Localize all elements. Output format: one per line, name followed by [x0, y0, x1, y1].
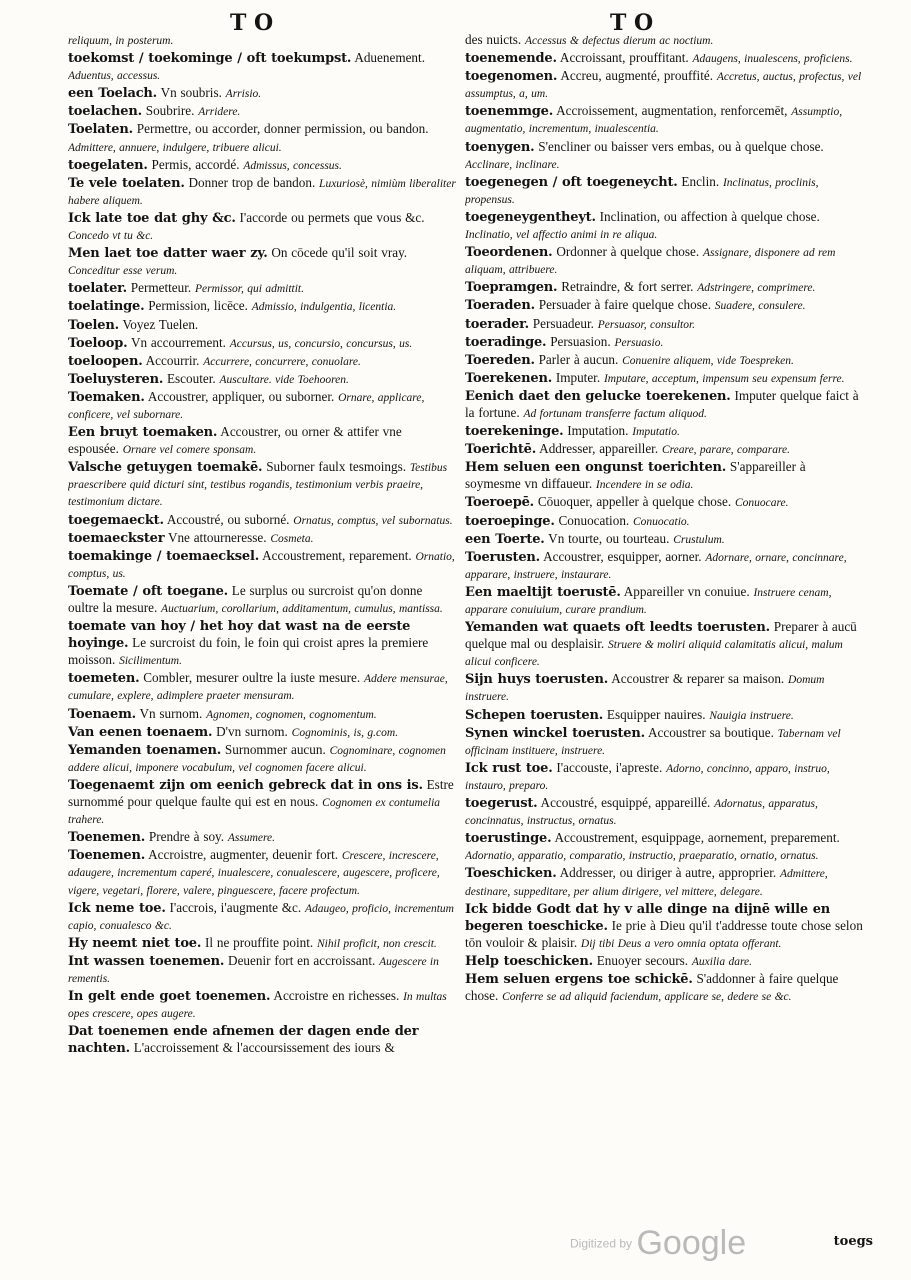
entry-latin-gloss: Inclinatio, vel affectio animi in re aliqua.	[465, 229, 658, 242]
entry-latin-gloss: Ornare, applicare, conficere, vel subornare.	[68, 391, 425, 421]
entry-french-gloss: Prendre à soy.	[148, 829, 225, 845]
entry-headword: toemaeckster	[68, 530, 165, 546]
dictionary-entry	[68, 121, 456, 155]
entry-latin-gloss: Accretus, auctus, profectus, vel assumptus, a, um.	[465, 71, 862, 101]
dictionary-entry	[465, 209, 865, 243]
dictionary-entry	[68, 50, 456, 84]
dictionary-entry	[465, 370, 865, 387]
entry-french-gloss: Accroistre en richesses.	[273, 988, 400, 1004]
entry-latin-gloss: Auctuarium, corollarium, additamentum, cumulus, mantissa.	[161, 603, 443, 615]
dictionary-entry	[68, 157, 456, 174]
watermark-brand-logo: Google	[636, 1224, 747, 1262]
dictionary-entry	[465, 795, 865, 829]
entry-french-gloss: Vn tourte, ou tourteau.	[548, 530, 670, 546]
entry-latin-gloss: Ad fortunam transferre factum aliquod.	[523, 407, 707, 420]
dictionary-entry	[68, 953, 456, 987]
entry-latin-gloss: Permissor, qui admittit.	[195, 283, 304, 296]
dictionary-entry	[68, 847, 456, 898]
dictionary-entry	[68, 371, 456, 388]
entry-latin-gloss: Suadere, consulere.	[714, 300, 806, 313]
entry-headword: Toelen.	[68, 317, 119, 333]
entry-french-gloss: Combler, mesurer oultre la iuste mesure.	[143, 670, 361, 686]
entry-latin-gloss: Accurrere, concurrere, conuolare.	[203, 355, 361, 368]
dictionary-entry	[68, 829, 456, 846]
entry-latin-gloss: Nihil proficit, non crescit.	[317, 937, 437, 950]
dictionary-entry	[465, 531, 865, 548]
entry-latin-gloss: Creare, parare, comparare.	[661, 444, 790, 457]
entry-headword: toegenegen / oft toegeneycht.	[465, 174, 678, 190]
entry-headword: Ick late toe dat ghy &c.	[68, 210, 236, 226]
dictionary-entry	[68, 512, 456, 529]
dictionary-entry	[465, 139, 865, 173]
entry-headword: Een maeltijt toerustē.	[465, 584, 621, 600]
dictionary-entry	[68, 777, 456, 828]
entry-headword: Int wassen toenemen.	[68, 953, 225, 969]
dictionary-entry	[68, 210, 456, 244]
dictionary-entry	[465, 953, 865, 970]
entry-french-gloss: des nuicts.	[465, 32, 522, 47]
entry-headword: toenemmge.	[465, 104, 554, 120]
entry-headword: Hem seluen een ongunst toerichten.	[465, 460, 727, 476]
dictionary-entry	[68, 670, 456, 704]
entry-latin-gloss: Sicilimentum.	[119, 655, 182, 668]
entry-latin-gloss: Acclinare, inclinare.	[465, 158, 560, 171]
entry-headword: toerader.	[465, 316, 529, 332]
entry-latin-gloss: Conuocatio.	[633, 515, 690, 528]
dictionary-entry	[465, 103, 865, 137]
entry-latin-gloss: Concedo vt tu &c.	[68, 230, 154, 243]
entry-headword: Toeloop.	[68, 335, 128, 351]
dictionary-entry	[465, 971, 865, 1005]
entry-french-gloss: Addresser, appareiller.	[539, 441, 659, 457]
entry-latin-gloss: Adaugens, inualescens, proficiens.	[692, 53, 853, 66]
dictionary-entry	[465, 584, 865, 618]
dictionary-entry	[465, 334, 865, 351]
entry-latin-gloss: Adstringere, comprimere.	[697, 282, 816, 295]
entry-latin-gloss: Cognominare, cognomen addere alicui, imponere vocabulum, vel cognomen facere alicui.	[68, 744, 446, 774]
entry-headword: toeloopen.	[68, 353, 143, 369]
dictionary-entry	[465, 50, 865, 67]
entry-headword: Van eenen toenaem.	[68, 724, 213, 740]
entry-latin-gloss: Auscultare. vide Toehooren.	[219, 373, 349, 386]
dictionary-entry	[68, 988, 456, 1022]
dictionary-entry	[465, 68, 865, 102]
entry-headword: Ick rust toe.	[465, 760, 553, 776]
left-column	[68, 32, 456, 1250]
entry-french-gloss: Accoustrer, appliquer, ou suborner.	[147, 388, 335, 404]
entry-french-gloss: Preparer à aucū quelque mal ou desplaisir.	[465, 619, 857, 652]
entry-french-gloss: Accoustrer, esquipper, aorner.	[543, 548, 702, 564]
entry-french-gloss: Voyez Tuelen.	[122, 316, 199, 332]
entry-french-gloss: Soubrire.	[145, 103, 195, 119]
entry-french-gloss: Permetteur.	[130, 280, 192, 296]
entry-latin-gloss: Admissus, concessus.	[243, 159, 342, 172]
dictionary-entry	[68, 583, 456, 617]
entry-latin-gloss: Adornare, ornare, concinnare, apparare, instruere, instaurare.	[465, 551, 847, 581]
entry-headword: toelachen.	[68, 104, 142, 120]
digitized-watermark	[570, 1224, 746, 1263]
dictionary-entry	[68, 389, 456, 423]
entry-latin-gloss: Struere & moliri aliquid calamitatis alicui, malum alicui conficere.	[465, 639, 843, 669]
entry-french-gloss: S'encliner ou baisser vers embas, ou à quelque chose.	[538, 138, 824, 154]
entry-french-gloss: Surnommer aucun.	[224, 741, 326, 757]
entry-latin-gloss: Cognomen ex contumelia trahere.	[68, 797, 441, 827]
entry-french-gloss: L'accroissement & l'accoursissement des iours &	[133, 1040, 395, 1056]
entry-headword: een Toerte.	[465, 531, 545, 547]
entry-latin-gloss: Persuasor, consultor.	[597, 318, 696, 331]
entry-french-gloss: Accroissant, prouffitant.	[559, 50, 689, 66]
entry-headword: toelater.	[68, 281, 127, 297]
entry-french-gloss: Deuenir fort en accroissant.	[228, 952, 376, 968]
entry-french-gloss: Accoustrement, esquippage, aornement, preparement.	[554, 830, 840, 846]
entry-latin-gloss: Testibus praescribere quid dicturi sint, testibus rogandis, testimonium verbis praeire, testimonium dictare.	[68, 462, 448, 509]
entry-headword: toenygen.	[465, 139, 535, 155]
entry-french-gloss: Le surplus ou surcroist qu'on donne oultre la mesure.	[68, 582, 423, 615]
entry-headword: Synen winckel toerusten.	[465, 725, 645, 741]
entry-headword: Hy neemt niet toe.	[68, 935, 202, 951]
entry-headword: Toeluysteren.	[68, 371, 164, 387]
entry-french-gloss: Permis, accordé.	[151, 156, 240, 172]
entry-latin-gloss: Admissio, indulgentia, licentia.	[251, 301, 397, 314]
dictionary-entry	[465, 459, 865, 493]
entry-french-gloss: Accroistre, augmenter, deuenir fort.	[148, 847, 339, 863]
entry-french-gloss: Donner trop de bandon.	[188, 174, 316, 190]
header-right-letters: T O	[610, 10, 654, 36]
header-left-letters: T O	[230, 10, 274, 36]
entry-french-gloss: Accoustré, ou suborné.	[166, 511, 290, 527]
dictionary-entry	[68, 1023, 456, 1057]
entry-french-gloss: On cōcede qu'il soit vray.	[271, 245, 408, 261]
entry-headword: toemate van hoy / het hoy dat wast na de eerste hoyinge.	[68, 619, 411, 652]
dictionary-entry	[68, 424, 456, 458]
entry-latin-gloss: Instruere cenam, apparare conuiuium, curare prandium.	[465, 586, 832, 616]
entry-french-gloss: Accoustrement, reparement.	[262, 547, 412, 563]
dictionary-entry	[68, 175, 456, 209]
entry-french-gloss: Esquipper nauires.	[606, 706, 706, 722]
entry-french-gloss: Accourrir.	[145, 352, 200, 368]
entry-headword: Yemanden wat quaets oft leedts toerusten.	[465, 620, 770, 636]
dictionary-entry	[465, 901, 865, 952]
dictionary-entry	[68, 85, 456, 102]
entry-headword: Toerekenen.	[465, 370, 553, 386]
entry-latin-gloss: Adornatus, apparatus, concinnatus, instructus, ornatus.	[465, 798, 818, 828]
entry-latin-gloss: Admittere, annuere, indulgere, tribuere alicui.	[68, 141, 282, 154]
entry-headword: Toenemen.	[68, 830, 146, 846]
entry-headword: Yemanden toenamen.	[68, 742, 222, 758]
dictionary-entry	[68, 548, 456, 582]
entry-french-gloss: Persuasion.	[550, 333, 611, 349]
entry-latin-gloss: Admittere, destinare, suppeditare, per alium dirigere, vel mittere, delegare.	[465, 868, 828, 898]
entry-french-gloss: Parler à aucun.	[538, 351, 619, 367]
dictionary-entry	[465, 352, 865, 369]
entry-headword: Valsche getuygen toemakē.	[68, 460, 263, 476]
entry-latin-gloss: Agnomen, cognomen, cognomentum.	[206, 708, 377, 721]
dictionary-entry	[465, 725, 865, 759]
dictionary-entry	[68, 618, 456, 669]
dictionary-entry	[465, 494, 865, 511]
entry-headword: Toenaem.	[68, 706, 136, 722]
entry-latin-gloss: Aduentus, accessus.	[68, 70, 161, 83]
entry-french-gloss: Vn surnom.	[139, 705, 203, 721]
entry-latin-gloss: Crustulum.	[673, 533, 725, 546]
dictionary-entry	[68, 935, 456, 952]
dictionary-entry	[68, 459, 456, 510]
entry-latin-gloss: Accursus, us, concursio, concursus, us.	[229, 337, 413, 350]
dictionary-entry	[465, 707, 865, 724]
entry-french-gloss: Conuocation.	[558, 512, 630, 528]
entry-latin-gloss: Nauigia instruere.	[709, 709, 794, 722]
entry-latin-gloss: Conuocare.	[734, 497, 789, 510]
entry-headword: Schepen toerusten.	[465, 707, 604, 723]
entry-latin-gloss: Crescere, increscere, adaugere, incrementum caperé, inualescere, conualescere, augescere, proficere, vigere, vegetari, florere, valere, pinguescere, facere profectum.	[68, 850, 440, 897]
dictionary-entry	[465, 297, 865, 314]
entry-headword: Sijn huys toerusten.	[465, 672, 609, 688]
dictionary-entry	[465, 671, 865, 705]
entry-latin-gloss: Persuasio.	[614, 336, 664, 349]
right-column	[465, 32, 865, 1250]
entry-headword: Hem seluen ergens toe schickē.	[465, 971, 693, 987]
entry-headword: toerustinge.	[465, 831, 552, 847]
entry-headword: Toelaten.	[68, 122, 133, 138]
entry-french-gloss: Estre surnommé pour quelque faulte qui est en nous.	[68, 776, 454, 810]
catchword: toegs	[833, 1234, 873, 1249]
entry-french-gloss: S'addonner à faire quelque chose.	[465, 970, 839, 1004]
entry-latin-gloss: Arrisio.	[225, 88, 262, 101]
entry-french-gloss: Vn accourrement.	[130, 334, 226, 350]
dictionary-entry	[68, 706, 456, 723]
entry-latin-gloss: Inclinatus, proclinis, propensus.	[465, 176, 819, 206]
entry-headword: toegerust.	[465, 796, 538, 812]
entry-french-gloss: D'vn surnom.	[216, 723, 288, 739]
entry-french-gloss: Imputation.	[567, 423, 629, 439]
entry-french-gloss: Imputer quelque faict à la fortune.	[465, 387, 859, 420]
entry-latin-gloss: Assignare, disponere ad rem aliquam, attribuere.	[465, 247, 836, 277]
entry-headword: Eenich daet den gelucke toerekenen.	[465, 388, 731, 404]
entry-french-gloss: Persuadeur.	[532, 315, 594, 331]
dictionary-entry	[465, 244, 865, 278]
entry-latin-gloss: Dij tibi Deus a vero omnia optata offerant.	[580, 937, 782, 950]
dictionary-entry	[68, 335, 456, 352]
entry-french-gloss: Accreu, augmenté, prouffité.	[560, 68, 714, 84]
entry-latin-gloss: Imputare, acceptum, impensum seu expensum ferre.	[603, 372, 845, 385]
entry-headword: toeradinge.	[465, 334, 547, 350]
dictionary-entry	[465, 388, 865, 422]
entry-french-gloss: Escouter.	[166, 370, 216, 386]
entry-headword: Men laet toe datter waer zy.	[68, 246, 268, 262]
entry-latin-gloss: Tabernam vel officinam instituere, instruere.	[465, 727, 841, 757]
entry-headword: toeroepinge.	[465, 513, 555, 529]
entry-latin-gloss: Adornatio, apparatio, comparatio, instructio, praeparatio, ornatio, ornatus.	[465, 850, 819, 863]
entry-latin-gloss: Addere mensurae, cumulare, explere, adimplere praeter mensuram.	[68, 673, 448, 703]
entry-french-gloss: Suborner faulx tesmoings.	[266, 459, 407, 475]
entry-latin-gloss: Ornatio, comptus, us.	[68, 550, 455, 580]
entry-headword: toemakinge / toemaecksel.	[68, 548, 260, 564]
entry-french-gloss: Inclination, ou affection à quelque chose.	[599, 208, 820, 224]
entry-latin-gloss: Domum instruere.	[465, 674, 825, 704]
entry-headword: Toerichtē.	[465, 442, 537, 458]
entry-french-gloss: S'appareiller à soymesme vn diffaueur.	[465, 459, 806, 492]
entry-headword: Toeraden.	[465, 298, 535, 314]
entry-french-gloss: I'accorde ou permets que vous &c.	[239, 209, 425, 225]
entry-headword: Toeroepē.	[465, 495, 535, 511]
entry-french-gloss: Accoustré, esquippé, appareillé.	[540, 795, 711, 811]
entry-french-gloss: Accoustrer, ou orner & attifer vne espousée.	[68, 424, 402, 457]
entry-headword: Toerusten.	[465, 549, 540, 565]
entry-latin-gloss: Auxilia dare.	[691, 955, 752, 968]
entry-french-gloss: Imputer.	[555, 369, 601, 385]
entry-latin-gloss: Adaugeo, proficio, incrementum capio, conualesco &c.	[68, 902, 454, 932]
dictionary-entry	[465, 865, 865, 899]
dictionary-entry	[465, 423, 865, 440]
entry-headword: Toepramgen.	[465, 280, 558, 296]
entry-french-gloss: Accroissement, augmentation, renforcemēt,	[556, 103, 788, 119]
entry-headword: een Toelach.	[68, 86, 157, 102]
entry-french-gloss: Persuader à faire quelque chose.	[538, 297, 711, 313]
entry-latin-gloss: Ornare vel comere sponsam.	[122, 444, 257, 457]
entry-headword: Een bruyt toemaken.	[68, 425, 218, 441]
entry-french-gloss: I'accrois, i'augmente &c.	[169, 899, 302, 915]
entry-latin-gloss: Augescere in rementis.	[68, 955, 439, 985]
dictionary-entry	[465, 279, 865, 296]
entry-headword: Toemaken.	[68, 389, 145, 405]
dictionary-entry	[68, 724, 456, 741]
entry-headword: toenemende.	[465, 51, 557, 67]
dictionary-entry	[465, 316, 865, 333]
entry-french-gloss: Permission, licēce.	[148, 298, 248, 314]
entry-latin-gloss: reliquum, in posterum.	[68, 35, 174, 47]
entry-headword: Ick neme toe.	[68, 900, 166, 916]
dictionary-entry	[465, 441, 865, 458]
dictionary-entry	[465, 619, 865, 670]
entry-latin-gloss: Cosmeta.	[270, 532, 314, 545]
entry-french-gloss: I'accouste, i'apreste.	[556, 759, 663, 775]
entry-headword: Ick bidde Godt dat hy v alle dinge na dijnē wille en begeren toeschicke.	[465, 901, 831, 934]
entry-headword: Toeschicken.	[465, 866, 557, 882]
entry-latin-gloss: Conceditur esse verum.	[68, 265, 178, 278]
dictionary-entry	[68, 280, 456, 297]
entry-french-gloss: Accoustrer sa boutique.	[647, 724, 774, 740]
watermark-prefix: Digitized by	[570, 1236, 633, 1251]
entry-french-gloss: Enclin.	[681, 173, 720, 189]
entry-headword: Dat toenemen ende afnemen der dagen ende der nachten.	[68, 1024, 419, 1057]
entry-headword: toegemaeckt.	[68, 512, 164, 528]
entry-headword: Toenemen.	[68, 848, 146, 864]
dictionary-entry	[68, 245, 456, 279]
entry-french-gloss: Appareiller vn conuiue.	[623, 583, 750, 599]
entry-headword: toelatinge.	[68, 299, 145, 315]
entry-latin-gloss: Assumptio, augmentatio, incrementum, inualescentia.	[465, 106, 843, 136]
dictionary-entry	[68, 530, 456, 547]
entry-french-gloss: Cōuoquer, appeller à quelque chose.	[537, 494, 732, 510]
entry-headword: In gelt ende goet toenemen.	[68, 989, 271, 1005]
entry-headword: toerekeninge.	[465, 424, 564, 440]
entry-headword: toekomst / toekominge / oft toekumpst.	[68, 51, 352, 67]
entry-headword: Toeordenen.	[465, 245, 553, 261]
entry-french-gloss: Il ne prouffite point.	[205, 934, 314, 950]
dictionary-entry	[68, 742, 456, 776]
entry-latin-gloss: Incendere in se odia.	[595, 479, 694, 492]
entry-latin-gloss: Imputatio.	[632, 426, 680, 439]
dictionary-entry	[68, 103, 456, 120]
entry-french-gloss: Ordonner à quelque chose.	[556, 244, 700, 260]
entry-headword: Toemate / oft toegane.	[68, 583, 228, 599]
entry-headword: toegeneygentheyt.	[465, 209, 596, 225]
dictionary-entry	[68, 32, 456, 49]
entry-latin-gloss: Cognominis, is, g.com.	[291, 726, 399, 739]
entry-french-gloss: Le surcroist du foin, le foin qui croist apres la premiere moisson.	[68, 635, 429, 668]
entry-latin-gloss: Conuenire aliquem, vide Toespreken.	[622, 354, 794, 367]
dictionary-entry	[68, 900, 456, 934]
entry-latin-gloss: Ornatus, comptus, vel subornatus.	[293, 514, 453, 527]
entry-latin-gloss: Accessus & defectus dierum ac noctium.	[524, 35, 714, 47]
dictionary-entry	[465, 830, 865, 864]
entry-latin-gloss: Conferre se ad aliquid faciendum, applicare se, dedere se &c.	[502, 991, 792, 1004]
entry-french-gloss: Accoustrer & reparer sa maison.	[611, 671, 785, 687]
entry-french-gloss: Addresser, ou diriger à autre, approprier.	[559, 865, 777, 881]
dictionary-entry	[465, 32, 865, 49]
entry-french-gloss: Enuoyer secours.	[596, 952, 689, 968]
entry-latin-gloss: Luxuriosè, nimiùm liberaliter habere aliquem.	[68, 177, 456, 207]
entry-headword: toegelaten.	[68, 157, 148, 173]
entry-french-gloss: Ie prie à Dieu qu'il t'addresse toute chose selon tōn vouloir & plaisir.	[465, 917, 863, 950]
dictionary-entry	[68, 298, 456, 315]
entry-headword: toemeten.	[68, 671, 140, 687]
entry-latin-gloss: In multas opes crescere, opes augere.	[68, 991, 447, 1021]
dictionary-entry	[68, 317, 456, 334]
entry-latin-gloss: Assumere.	[227, 832, 276, 845]
dictionary-entry	[68, 353, 456, 370]
entry-french-gloss: Aduenement.	[354, 50, 425, 66]
entry-french-gloss: Vne attourneresse.	[167, 529, 267, 545]
entry-french-gloss: Permettre, ou accorder, donner permission, ou bandon.	[136, 121, 429, 137]
entry-latin-gloss: Adorno, concinno, apparo, instruo, instauro, preparo.	[465, 762, 830, 792]
entry-headword: Help toeschicken.	[465, 953, 593, 969]
entry-french-gloss: Retraindre, & fort serrer.	[561, 279, 694, 295]
entry-latin-gloss: Arridere.	[198, 106, 241, 119]
entry-headword: Te vele toelaten.	[68, 175, 185, 191]
entry-headword: toegenomen.	[465, 69, 558, 85]
dictionary-entry	[465, 174, 865, 208]
dictionary-entry	[465, 549, 865, 583]
dictionary-entry	[465, 513, 865, 530]
entry-headword: Toereden.	[465, 352, 535, 368]
entry-french-gloss: Vn soubris.	[160, 85, 222, 101]
dictionary-entry	[465, 760, 865, 794]
entry-headword: Toegenaemt zijn om eenich gebreck dat in ons is.	[68, 777, 423, 793]
